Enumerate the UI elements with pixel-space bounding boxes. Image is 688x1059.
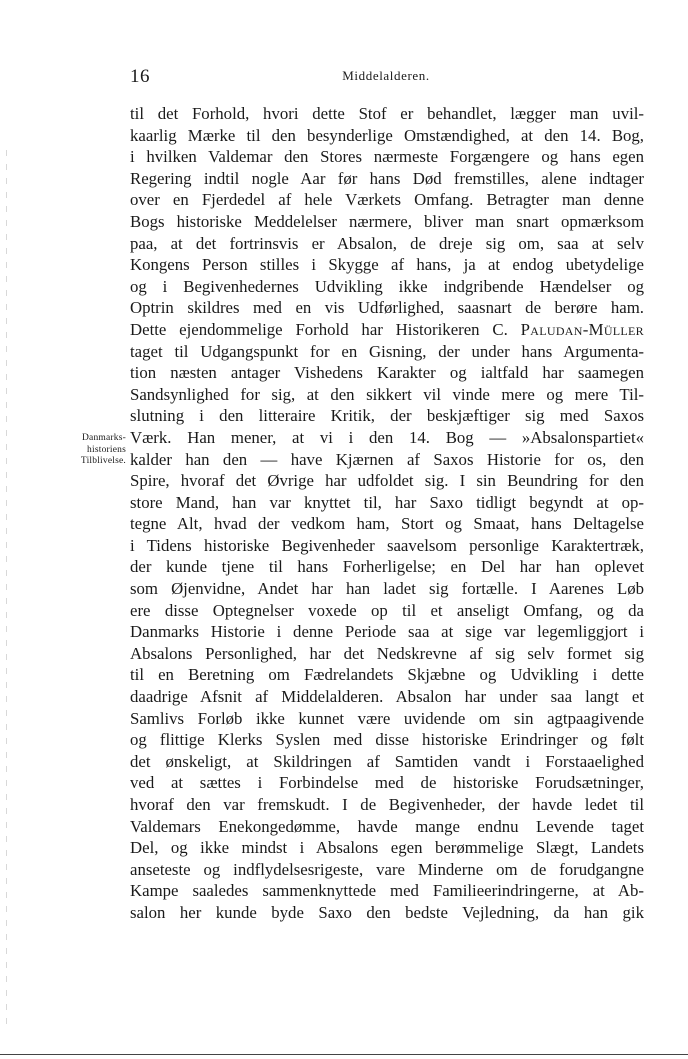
text-line: der kunde tjene til hans Forherligelse; en Del har han oplevet [130, 557, 644, 577]
running-title: Middelalderen. [342, 68, 430, 83]
body-text [130, 103, 644, 924]
text-line: og i Begivenhedernes Udvikling ikke indgribende Hændelser og [130, 276, 644, 296]
text-line: kalder han den — have Kjærnen af Saxos Historie for os, den [130, 449, 644, 469]
text-line: Kongens Person stilles i Skygge af hans, ja at endog ubetydelige [130, 255, 644, 275]
text-line: Valdemars Enekongedømme, havde mange endnu Levende taget [130, 816, 644, 836]
text-line: Spire, hvoraf det Øvrige har udfoldet sig. I sin Beundring for den [130, 471, 644, 491]
text-line: i Tidens historiske Begivenheder saavelsom personlige Karaktertræk, [130, 535, 644, 555]
text-line: Sandsynlighed for sig, at den sikkert vil vinde mere og mere Til- [130, 384, 644, 404]
text-line: over en Fjerdedel af hele Værkets Omfang. Betragter man denne [130, 190, 644, 210]
text-line: tegne Alt, hvad der vedkom ham, Stort og Smaat, hans Deltagelse [130, 514, 644, 534]
text-line: slutning i den litteraire Kritik, der beskjæftiger sig med Saxos [130, 406, 644, 426]
text-line: som Øjenvidne, Andet har han ladet sig fortælle. I Aarenes Løb [130, 579, 644, 599]
text-line: hvoraf den var fremskudt. I de Begivenheder, der havde ledet til [130, 795, 644, 814]
text-line: Del, og ikke mindst i Absalons egen berømmelige Slægt, Landets [130, 838, 644, 858]
text-line: store Mand, han var knyttet til, har Saxo tidligt begyndt at op- [130, 492, 644, 512]
text-line: Danmarks Historie i denne Periode saa at sige var legemliggjort i [130, 622, 644, 642]
text-line: Absalons Personlighed, har det Nedskrevne af sig selv formet sig [130, 643, 644, 663]
text-line: Optrin skildres med en vis Udførlighed, saasnart de berøre ham. [130, 298, 644, 318]
scan-edge-rule [6, 150, 7, 1030]
text-line: ere disse Optegnelser voxede op til et anseligt Omfang, og da [130, 600, 644, 620]
text-line: og flittige Klerks Syslen med disse historiske Erindringer og følt [130, 730, 644, 750]
text-line: daadrige Afsnit af Middelalderen. Absalon har under saa langt et [130, 687, 644, 707]
text-line: tion næsten antager Vishedens Karakter og ialtfald har saamegen [130, 363, 644, 383]
text-line: Værk. Han mener, at vi i den 14. Bog — »Absalonspartiet« [130, 427, 644, 447]
text-line: anseteste og indflydelsesrigeste, vare Minderne om de forudgangne [130, 859, 644, 879]
text-line: Samlivs Forløb ikke kunnet være uvidende om sin agtpaagivende [130, 708, 644, 728]
margin-note-line: Tilblivelse. [80, 456, 126, 466]
text-line: Dette ejendommelige Forhold har Historikeren C. Paludan-Müller [130, 319, 644, 339]
margin-note-line: historiens [87, 444, 126, 455]
text-line: taget til Udgangspunkt for en Gisning, der under hans Argumenta- [130, 341, 644, 361]
text-line: til det Forhold, hvori dette Stof er behandlet, lægger man uvil- [130, 104, 644, 123]
text-line: paa, at det fortrinsvis er Absalon, de dreje sig om, saa at selv [130, 233, 644, 253]
page-bottom-edge [0, 1054, 688, 1055]
text-line: ved at sættes i Forbindelse med de historiske Forudsætninger, [130, 773, 644, 793]
text-line: Kampe saaledes sammenknyttede med Familieerindringerne, at Ab- [130, 881, 644, 901]
text-line: det ønskeligt, at Skildringen af Samtiden vandt i Forstaaelighed [130, 751, 644, 771]
margin-note [60, 433, 126, 468]
author-name: Paludan-Müller [520, 319, 644, 339]
text-line: i hvilken Valdemar den Stores nærmeste Forgængere og hans egen [130, 147, 644, 167]
text-line: kaarlig Mærke til den besynderlige Omstændighed, at den 14. Bog, [130, 125, 644, 145]
text-line: Bogs historiske Meddelelser nærmere, bliver man snart opmærksom [130, 211, 644, 231]
margin-note-line: Danmarks- [81, 433, 126, 443]
text-line: salon her kunde byde Saxo den bedste Vejledning, da han gik [130, 902, 644, 922]
page-number: 16 [130, 66, 150, 87]
text-line: til en Beretning om Fædrelandets Skjæbne og Udvikling i dette [130, 665, 644, 685]
text-line: Regering indtil nogle Aar før hans Død fremstilles, alene indtager [130, 168, 644, 188]
